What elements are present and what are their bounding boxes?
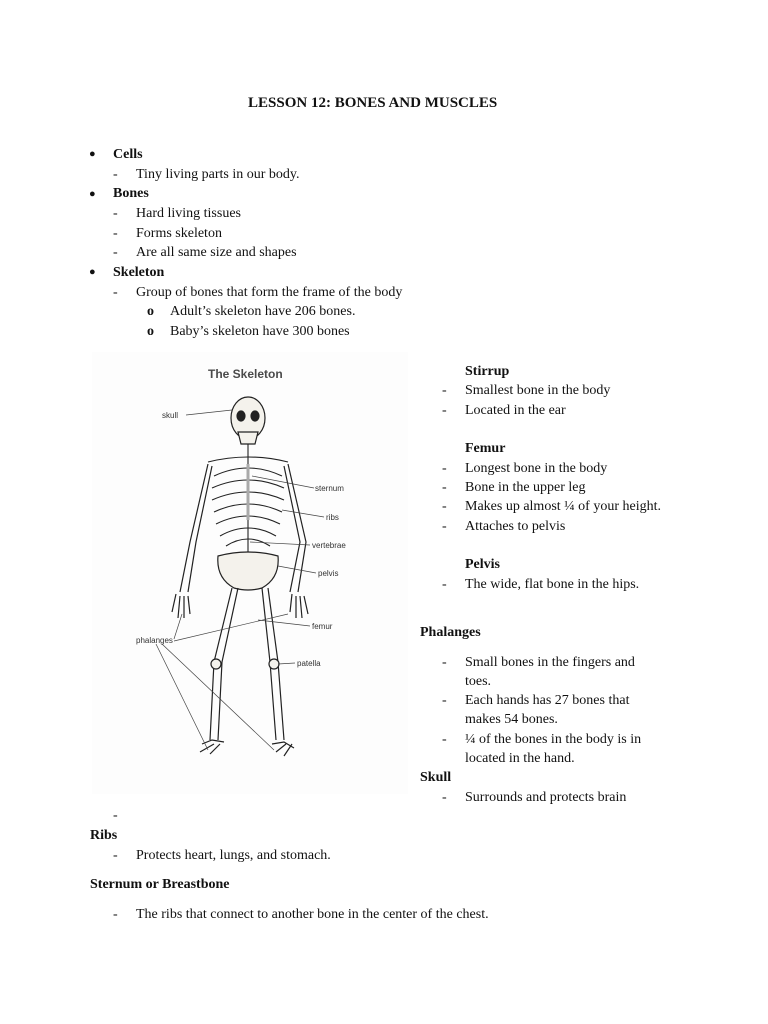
dash-icon: - [442, 655, 447, 670]
label-sternum: sternum [315, 484, 344, 493]
dash-icon: - [113, 808, 118, 823]
phalanges-item: ¼ of the bones in the body is in [465, 732, 642, 747]
dash-icon: - [442, 519, 447, 534]
dash-icon: - [442, 461, 447, 476]
dash-icon: - [442, 403, 447, 418]
phalanges-item: Small bones in the fingers and [465, 655, 635, 670]
femur-item: Makes up almost ¼ of your height. [465, 499, 661, 514]
dash-icon: - [113, 848, 118, 863]
femur-heading: Femur [465, 441, 506, 456]
skeleton-figure [92, 352, 408, 794]
label-femur: femur [312, 622, 333, 631]
dash-icon: - [113, 167, 118, 182]
label-phalanges: phalanges [136, 636, 173, 645]
page-title: LESSON 12: BONES AND MUSCLES [248, 95, 498, 111]
bones-heading: Bones [113, 186, 149, 201]
label-ribs: ribs [326, 513, 339, 522]
dash-icon: - [113, 245, 118, 260]
bones-item: Hard living tissues [136, 206, 241, 221]
femur-item: Attaches to pelvis [465, 519, 566, 534]
dash-icon: - [113, 285, 118, 300]
dash-icon: - [442, 383, 447, 398]
dash-icon: - [442, 577, 447, 592]
dash-icon: - [113, 907, 118, 922]
bullet-icon: ● [89, 188, 96, 200]
stirrup-item: Located in the ear [465, 403, 566, 418]
cells-heading: Cells [113, 147, 143, 162]
figure-title: The Skeleton [208, 367, 283, 381]
femur-item: Longest bone in the body [465, 461, 608, 476]
dash-icon: - [442, 790, 447, 805]
label-pelvis: pelvis [318, 569, 339, 578]
bones-item: Are all same size and shapes [136, 245, 297, 260]
phalanges-item-cont: toes. [465, 674, 492, 689]
pelvis-item: The wide, flat bone in the hips. [465, 577, 640, 592]
dash-icon: - [442, 693, 447, 708]
femur-item: Bone in the upper leg [465, 480, 586, 495]
ribs-item: Protects heart, lungs, and stomach. [136, 848, 331, 863]
skeleton-item: Group of bones that form the frame of the body [136, 285, 403, 300]
phalanges-heading: Phalanges [420, 625, 481, 640]
dash-icon: - [113, 206, 118, 221]
skeleton-subitem: Adult’s skeleton have 206 bones. [170, 304, 356, 319]
label-skull: skull [162, 411, 179, 420]
bones-item: Forms skeleton [136, 226, 222, 241]
label-patella: patella [297, 659, 321, 668]
bullet-icon: ● [89, 148, 96, 160]
ribs-heading: Ribs [90, 828, 118, 843]
sub-bullet-icon: o [147, 324, 154, 339]
stirrup-heading: Stirrup [465, 364, 510, 379]
skull-heading: Skull [420, 770, 452, 785]
dash-icon: - [442, 480, 447, 495]
dash-icon: - [442, 499, 447, 514]
sub-bullet-icon: o [147, 304, 154, 319]
label-vertebrae: vertebrae [312, 541, 346, 550]
sternum-item: The ribs that connect to another bone in the center of the chest. [136, 907, 489, 922]
stirrup-item: Smallest bone in the body [465, 383, 611, 398]
cells-item: Tiny living parts in our body. [136, 167, 300, 182]
phalanges-item-cont: makes 54 bones. [465, 712, 558, 727]
dash-icon: - [113, 226, 118, 241]
bullet-icon: ● [89, 266, 96, 278]
pelvis-heading: Pelvis [465, 557, 500, 572]
dash-icon: - [442, 732, 447, 747]
skeleton-heading: Skeleton [113, 265, 165, 280]
sternum-heading: Sternum or Breastbone [90, 877, 230, 892]
skull-item: Surrounds and protects brain [465, 790, 627, 805]
phalanges-item: Each hands has 27 bones that [465, 693, 630, 708]
phalanges-item-cont: located in the hand. [465, 751, 575, 766]
skeleton-subitem: Baby’s skeleton have 300 bones [170, 324, 350, 339]
